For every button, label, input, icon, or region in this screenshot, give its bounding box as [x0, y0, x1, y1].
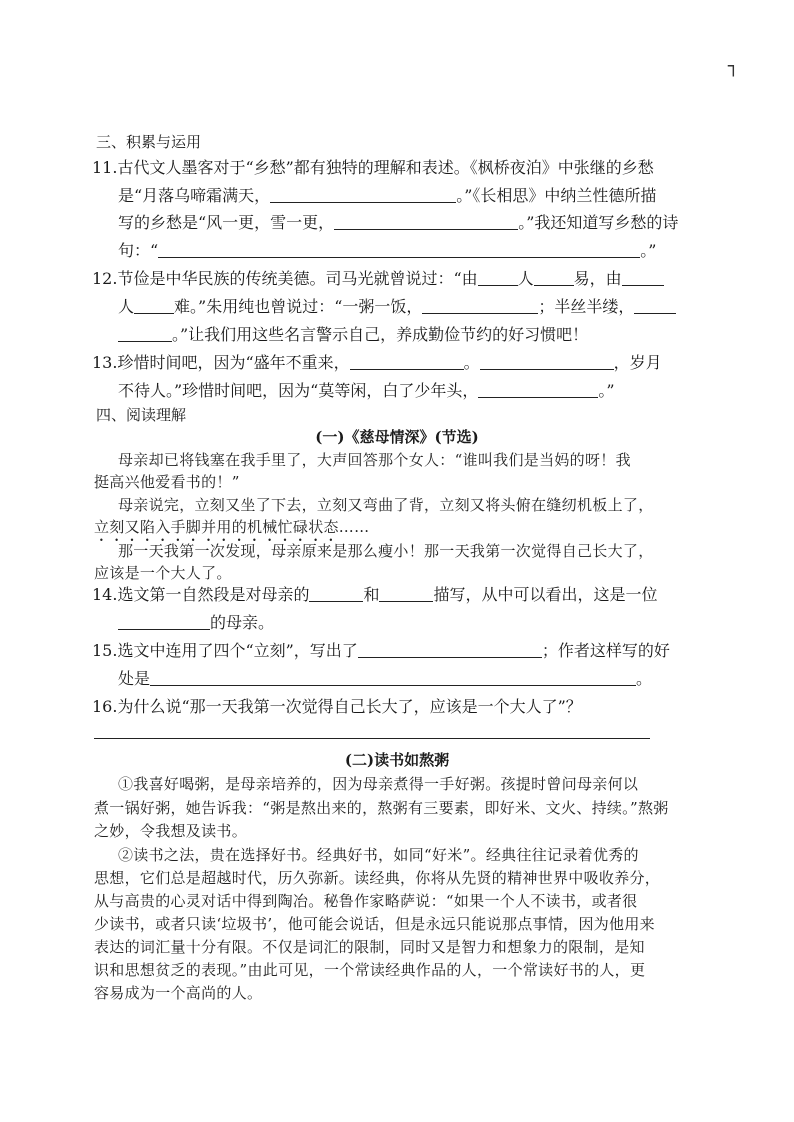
corner-mark: ┐: [728, 56, 739, 77]
answer-blank[interactable]: [379, 585, 433, 602]
q11-line1: 11.古代文人墨客对于“乡愁”都有独特的理解和表述。《枫桥夜泊》中张继的乡愁: [92, 158, 654, 177]
passage2-line: 煮一锅好粥，她告诉我：“粥是熬出来的，熬粥有三要素，即好米、文火、持续。”熬粥: [94, 799, 669, 817]
q12-line1: 12.节俭是中华民族的传统美德。司马光就曾说过：“由 人 易，由: [92, 268, 664, 290]
q12-line2: 人 难。”朱用纯也曾说过：“一粥一饭， ；半丝半缕，: [118, 296, 676, 318]
q11-line4: 句：“ 。”: [118, 241, 657, 260]
q15-line1: 15.选文中连用了四个“立刻”，写出了 ；作者这样写的好: [92, 641, 670, 660]
passage2-title: (二)读书如熬粥: [344, 751, 450, 769]
answer-blank[interactable]: [478, 269, 518, 286]
passage2-line: 识和思想贫乏的表现。”由此可见，一个常读经典作品的人，一个常读好书的人，更: [94, 961, 646, 979]
section4-title: 四、阅读理解: [96, 406, 187, 424]
answer-blank[interactable]: [158, 241, 640, 258]
passage2-line: 表达的词汇量十分有限。不仅是词汇的限制，同时又是智力和想象力的限制，是知: [94, 938, 645, 956]
answer-blank[interactable]: [118, 613, 210, 630]
answer-blank[interactable]: [334, 213, 518, 230]
q16-text: 16.为什么说“那一天我第一次觉得自己长大了，应该是一个大人了”？: [92, 697, 582, 716]
passage2-line: ②读书之法，贵在选择好书。经典好书，如同“好米”。经典往往记录着优秀的: [118, 846, 639, 864]
q16-answer-line[interactable]: [94, 738, 650, 739]
passage2-line: 少读书，或者只读‘垃圾书’，他可能会说话，但是永远只能说那点事情，因为他用来: [94, 915, 655, 933]
answer-blank[interactable]: [118, 325, 172, 342]
q11-line3: 写的乡愁是“风一更，雪一更， 。”我还知道写乡愁的诗: [118, 213, 679, 232]
answer-blank[interactable]: [270, 186, 456, 203]
passage1-line: 立刻又陷入手脚并用的机械忙碌状态……: [94, 518, 370, 536]
passage1-line: 母亲说完，立刻又坐了下去，立刻又弯曲了背，立刻又将头俯在缝纫机板上了，: [118, 496, 654, 514]
section3-title: 三、积累与运用: [96, 133, 202, 151]
passage1-title: (一)《慈母情深》(节选): [315, 428, 479, 446]
answer-blank[interactable]: [634, 297, 676, 314]
answer-blank[interactable]: [622, 269, 664, 286]
passage2-line: 思想，它们总是超越时代，历久弥新。读经典，你将从先贤的精神世界中吸收养分，: [94, 869, 661, 887]
q14-line2: 的母亲。: [118, 612, 274, 634]
answer-blank[interactable]: [309, 585, 363, 602]
answer-blank[interactable]: [478, 381, 598, 398]
passage2-line: 从与高贵的心灵对话中得到陶冶。秘鲁作家略萨说：“如果一个人不读书，或者很: [94, 892, 638, 910]
q11-line2: 是“月落乌啼霜满天， 。”《长相思》中纳兰性德所描: [118, 186, 657, 205]
passage1-line: 挺高兴他爱看书的！”: [94, 473, 240, 491]
answer-blank[interactable]: [534, 269, 574, 286]
q12-line3: 。”让我们用这些名言警示自己，养成勤俭节约的好习惯吧！: [118, 324, 588, 346]
answer-blank[interactable]: [350, 353, 464, 370]
passage2-line: 容易成为一个高尚的人。: [94, 984, 263, 1002]
q14-line1: 14.选文第一自然段是对母亲的 和 描写，从中可以看出，这是一位: [92, 585, 658, 604]
q15-line2: 处是 。: [118, 669, 653, 688]
passage1-line: 那一天我第一次发现，母亲原来是那么瘦小！那一天我第一次觉得自己长大了，: [118, 542, 654, 560]
passage2-line: 之妙，令我想及读书。: [94, 822, 248, 840]
passage1-line: 母亲却已将钱塞在我手里了，大声回答那个女人：“谁叫我们是当妈的呀！我: [118, 451, 631, 469]
answer-blank[interactable]: [134, 297, 174, 314]
passage1-line: 应该是一个大人了。: [94, 564, 232, 582]
passage2-line: ①我喜好喝粥，是母亲培养的，因为母亲煮得一手好粥。孩提时曾问母亲何以: [118, 775, 639, 793]
answer-blank[interactable]: [150, 669, 636, 686]
q13-line1: 13.珍惜时间吧，因为“盛年不重来， 。 ，岁月: [92, 353, 662, 372]
answer-blank[interactable]: [480, 353, 614, 370]
answer-blank[interactable]: [422, 297, 538, 314]
q13-line2: 不待人。”珍惜时间吧，因为“莫等闲，白了少年头， 。”: [118, 381, 615, 400]
answer-blank[interactable]: [358, 641, 542, 658]
